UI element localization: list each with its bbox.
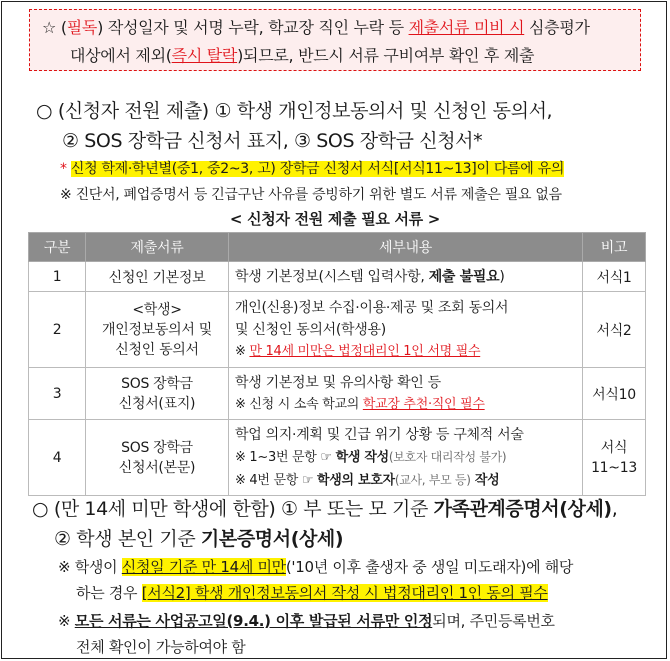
note-mark: ※ 신청 시 소속 학교의 xyxy=(235,396,363,412)
detail-note xyxy=(235,341,576,363)
row-doc xyxy=(86,420,229,496)
col-header-detail: 세부내용 xyxy=(229,233,583,262)
row-detail xyxy=(229,420,583,496)
note-mark: ※ xyxy=(58,612,75,630)
detail-note xyxy=(235,446,576,469)
warning-box xyxy=(29,9,641,71)
section1-note1 xyxy=(60,158,564,178)
detail-line: 학업 의지·계획 및 긴급 위기 상황 등 구체적 서술 xyxy=(235,426,524,443)
table-header-row xyxy=(29,233,646,262)
table-row xyxy=(29,292,646,368)
section1-line2: ② SOS 장학금 신청서 표지, ③ SOS 장학금 신청서* xyxy=(62,130,483,152)
detail-bold: 제출 불필요 xyxy=(428,268,500,285)
doc-line: 신청인 동의서 xyxy=(115,341,199,358)
detail-note xyxy=(235,394,576,416)
warning-must-read: 필독 xyxy=(66,18,98,37)
row-doc xyxy=(86,292,229,368)
section2-note2 xyxy=(76,582,548,603)
warning-text-3: )되므로, 반드시 서류 구비여부 확인 후 제출 xyxy=(237,46,535,65)
row-detail xyxy=(229,368,583,420)
warning-immediate-drop: 즉시 탈락 xyxy=(171,46,238,65)
note-mark: ※ 1~3번 문항 ☞ xyxy=(235,449,336,465)
ref-line: 11~13 xyxy=(591,459,637,476)
warning-line-2 xyxy=(42,42,632,70)
note-highlight: 신청일 기준 만 14세 미만 xyxy=(121,558,286,576)
warning-text: ) 작성일자 및 서명 누락, 학교장 직인 누락 등 xyxy=(97,18,409,37)
row-no: 2 xyxy=(29,292,86,368)
doc-line: SOS 장학금 xyxy=(121,375,193,392)
note-highlight: [서식2] 학생 개인정보동의서 작성 시 법정대리인 1인 동의 필수 xyxy=(141,584,548,602)
note-mark: ※ xyxy=(235,343,250,359)
row-doc: 신청인 기본정보 xyxy=(86,262,229,292)
warning-text-end: 심층평가 xyxy=(524,18,590,37)
detail-line: 학생 기본정보 및 유의사항 확인 등 xyxy=(235,374,441,391)
detail-note xyxy=(235,469,576,492)
sec2-bold: 기본증명서(상세) xyxy=(200,528,344,550)
detail-text: 학생 기본정보(시스템 입력사항, xyxy=(235,268,429,285)
warning-star: ☆ ( xyxy=(42,18,67,37)
col-header-doc: 제출서류 xyxy=(86,233,229,262)
note-bold: 학생의 보호자 xyxy=(317,472,395,488)
note-text: 되며, 주민등록번호 xyxy=(432,612,555,630)
col-header-no: 구분 xyxy=(29,233,86,262)
row-no: 3 xyxy=(29,368,86,420)
section2-note1 xyxy=(58,556,573,577)
detail-line: 개인(신용)정보 수집·이용·제공 및 조회 동의서 xyxy=(235,299,509,316)
note-gray: (교사, 부모 등) xyxy=(394,472,471,487)
table-row xyxy=(29,368,646,420)
note-bold: 학생 작성 xyxy=(335,449,389,465)
col-header-ref: 비고 xyxy=(583,233,646,262)
doc-line: <학생> xyxy=(132,301,182,318)
row-detail xyxy=(229,292,583,368)
section2-note3 xyxy=(58,610,555,631)
sec2-comma: , xyxy=(611,498,618,520)
ref-line: 서식 xyxy=(600,439,628,456)
section1-line1: ○ (신청자 전원 제출) ① 학생 개인정보동의서 및 신청인 동의서, xyxy=(36,100,553,122)
note-mark: ※ 4번 문항 ☞ xyxy=(235,472,318,488)
note-mark: ※ 학생이 xyxy=(58,558,122,576)
section1-note2: ※ 진단서, 폐업증명서 등 긴급구난 사유를 증빙하기 위한 별도 서류 제출은 필요 없음 xyxy=(60,187,562,203)
note-red: 학교장 추천·직인 필수 xyxy=(362,396,485,412)
row-no: 1 xyxy=(29,262,86,292)
note-text: 하는 경우 xyxy=(76,584,142,602)
note-red: 만 14세 미만은 법정대리인 1인 서명 필수 xyxy=(249,343,481,359)
note-star: * xyxy=(60,161,67,177)
row-ref: 서식1 xyxy=(583,262,646,292)
table-title: < 신청자 전원 제출 필요 서류 > xyxy=(229,210,441,228)
table-row xyxy=(29,420,646,496)
section2-note4: 전체 확인이 가능하여야 함 xyxy=(76,638,246,656)
detail-line: 및 신청인 동의서(학생용) xyxy=(235,321,386,338)
note-text: ('10년 이후 출생자 중 생일 미도래자)에 해당 xyxy=(285,558,574,576)
required-documents-table xyxy=(28,232,646,496)
warning-missing-docs: 제출서류 미비 시 xyxy=(408,18,525,37)
note-bold: 모든 서류는 사업공고일(9.4.) 이후 발급된 서류만 인정 xyxy=(74,612,433,630)
sec2-text: ② 학생 본인 기준 xyxy=(54,528,201,550)
doc-line: SOS 장학금 xyxy=(121,439,193,456)
row-detail xyxy=(229,262,583,292)
note-gray: (보호자 대리작성 불가) xyxy=(388,449,507,464)
detail-end: ) xyxy=(499,268,505,285)
row-doc xyxy=(86,368,229,420)
sec2-text: ○ (만 14세 미만 학생에 한함) ① 부 또는 모 기준 xyxy=(32,498,434,520)
doc-line: 신청서(표지) xyxy=(118,395,196,412)
sec2-bold: 가족관계증명서(상세) xyxy=(433,498,612,520)
doc-line: 신청서(본문) xyxy=(118,459,196,476)
section2-line2 xyxy=(54,524,343,551)
warning-line-1 xyxy=(42,14,632,42)
warning-text-2: 대상에서 제외( xyxy=(70,46,172,65)
row-no: 4 xyxy=(29,420,86,496)
row-ref: 서식10 xyxy=(583,368,646,420)
doc-line: 개인정보동의서 및 xyxy=(102,321,212,338)
row-ref: 서식2 xyxy=(583,292,646,368)
note-highlight: 신청 학제·학년별(중1, 중2~3, 고) 장학금 신청서 서식[서식11~13]이 다름에 유의 xyxy=(70,161,565,177)
table-row xyxy=(29,262,646,292)
section2-line1 xyxy=(32,494,617,521)
row-ref xyxy=(583,420,646,496)
note-bold-end: 작성 xyxy=(470,472,500,488)
